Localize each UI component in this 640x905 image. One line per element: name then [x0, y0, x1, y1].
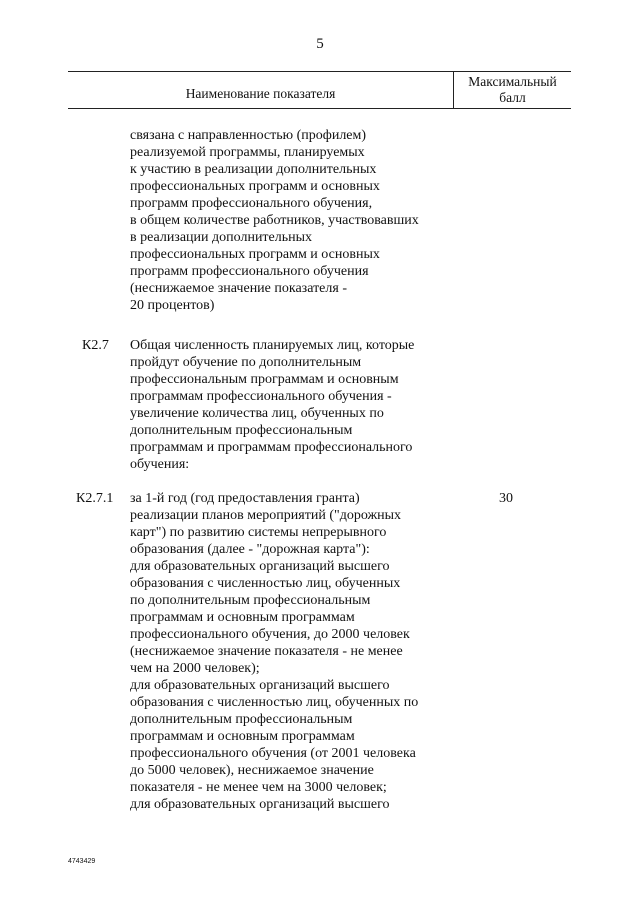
text-line: для образовательных организаций высшего	[130, 559, 390, 574]
table-header-bottom-rule	[68, 108, 571, 109]
text-line: реализации планов мероприятий ("дорожных	[130, 508, 402, 523]
text-line: карт") по развитию системы непрерывного	[130, 525, 387, 540]
text-line: в общем количестве работников, участвовавших	[130, 213, 419, 228]
text-line: увеличение количества лиц, обученных по	[130, 406, 384, 421]
page-number: 5	[316, 36, 324, 52]
column-header-name: Наименование показателя	[185, 86, 336, 101]
text-line: профессиональных программ и основных	[130, 179, 380, 194]
column-header-score-line2: балл	[499, 90, 526, 105]
text-line: до 5000 человек), неснижаемое значение	[130, 763, 374, 778]
text-line: дополнительным профессиональным	[130, 712, 353, 727]
text-line: 20 процентов)	[130, 298, 215, 313]
text-line: образования (далее - "дорожная карта"):	[130, 542, 370, 557]
indicator-code: К2.7.1	[76, 491, 114, 506]
text-line: профессиональных программ и основных	[130, 247, 380, 262]
document-id: 4743429	[68, 858, 96, 865]
text-line: программ профессионального обучения	[130, 264, 369, 279]
text-line: профессионального обучения (от 2001 человека	[130, 746, 416, 761]
text-line: за 1-й год (год предоставления гранта)	[130, 491, 360, 506]
text-line: показателя - не менее чем на 3000 человек;	[130, 780, 387, 795]
text-line: в реализации дополнительных	[130, 230, 313, 245]
text-line: (неснижаемое значение показателя - не менее	[130, 644, 403, 659]
text-line: программам и основным программам	[130, 610, 355, 625]
column-header-score-line1: Максимальный	[468, 74, 557, 89]
text-line: связана с направленностью (профилем)	[130, 128, 367, 143]
text-line: по дополнительным профессиональным	[130, 593, 371, 608]
indicator-code: К2.7	[82, 338, 109, 353]
text-line: дополнительным профессиональным	[130, 423, 353, 438]
text-line: чем на 2000 человек);	[130, 661, 260, 676]
text-line: профессионального обучения, до 2000 человек	[130, 627, 410, 642]
text-line: профессиональным программам и основным	[130, 372, 399, 387]
text-line: программам профессионального обучения -	[130, 389, 392, 404]
text-line: к участию в реализации дополнительных	[130, 162, 377, 177]
text-line: программам и программам профессионального	[130, 440, 413, 455]
text-line: (неснижаемое значение показателя -	[130, 281, 347, 296]
text-line: программам и основным программам	[130, 729, 355, 744]
text-line: для образовательных организаций высшего	[130, 678, 390, 693]
text-line: пройдут обучение по дополнительным	[130, 355, 362, 370]
text-line: обучения:	[130, 457, 190, 472]
text-line: образования с численностью лиц, обученных	[130, 576, 401, 591]
indicator-score: 30	[499, 491, 513, 506]
text-line: реализуемой программы, планируемых	[130, 145, 365, 160]
text-line: программ профессионального обучения,	[130, 196, 373, 211]
text-line: для образовательных организаций высшего	[130, 797, 390, 812]
text-line: Общая численность планируемых лиц, которые	[130, 338, 415, 353]
column-header-score	[454, 74, 571, 106]
text-line: образования с численностью лиц, обученных по	[130, 695, 419, 710]
table-header-top-rule	[68, 71, 571, 72]
